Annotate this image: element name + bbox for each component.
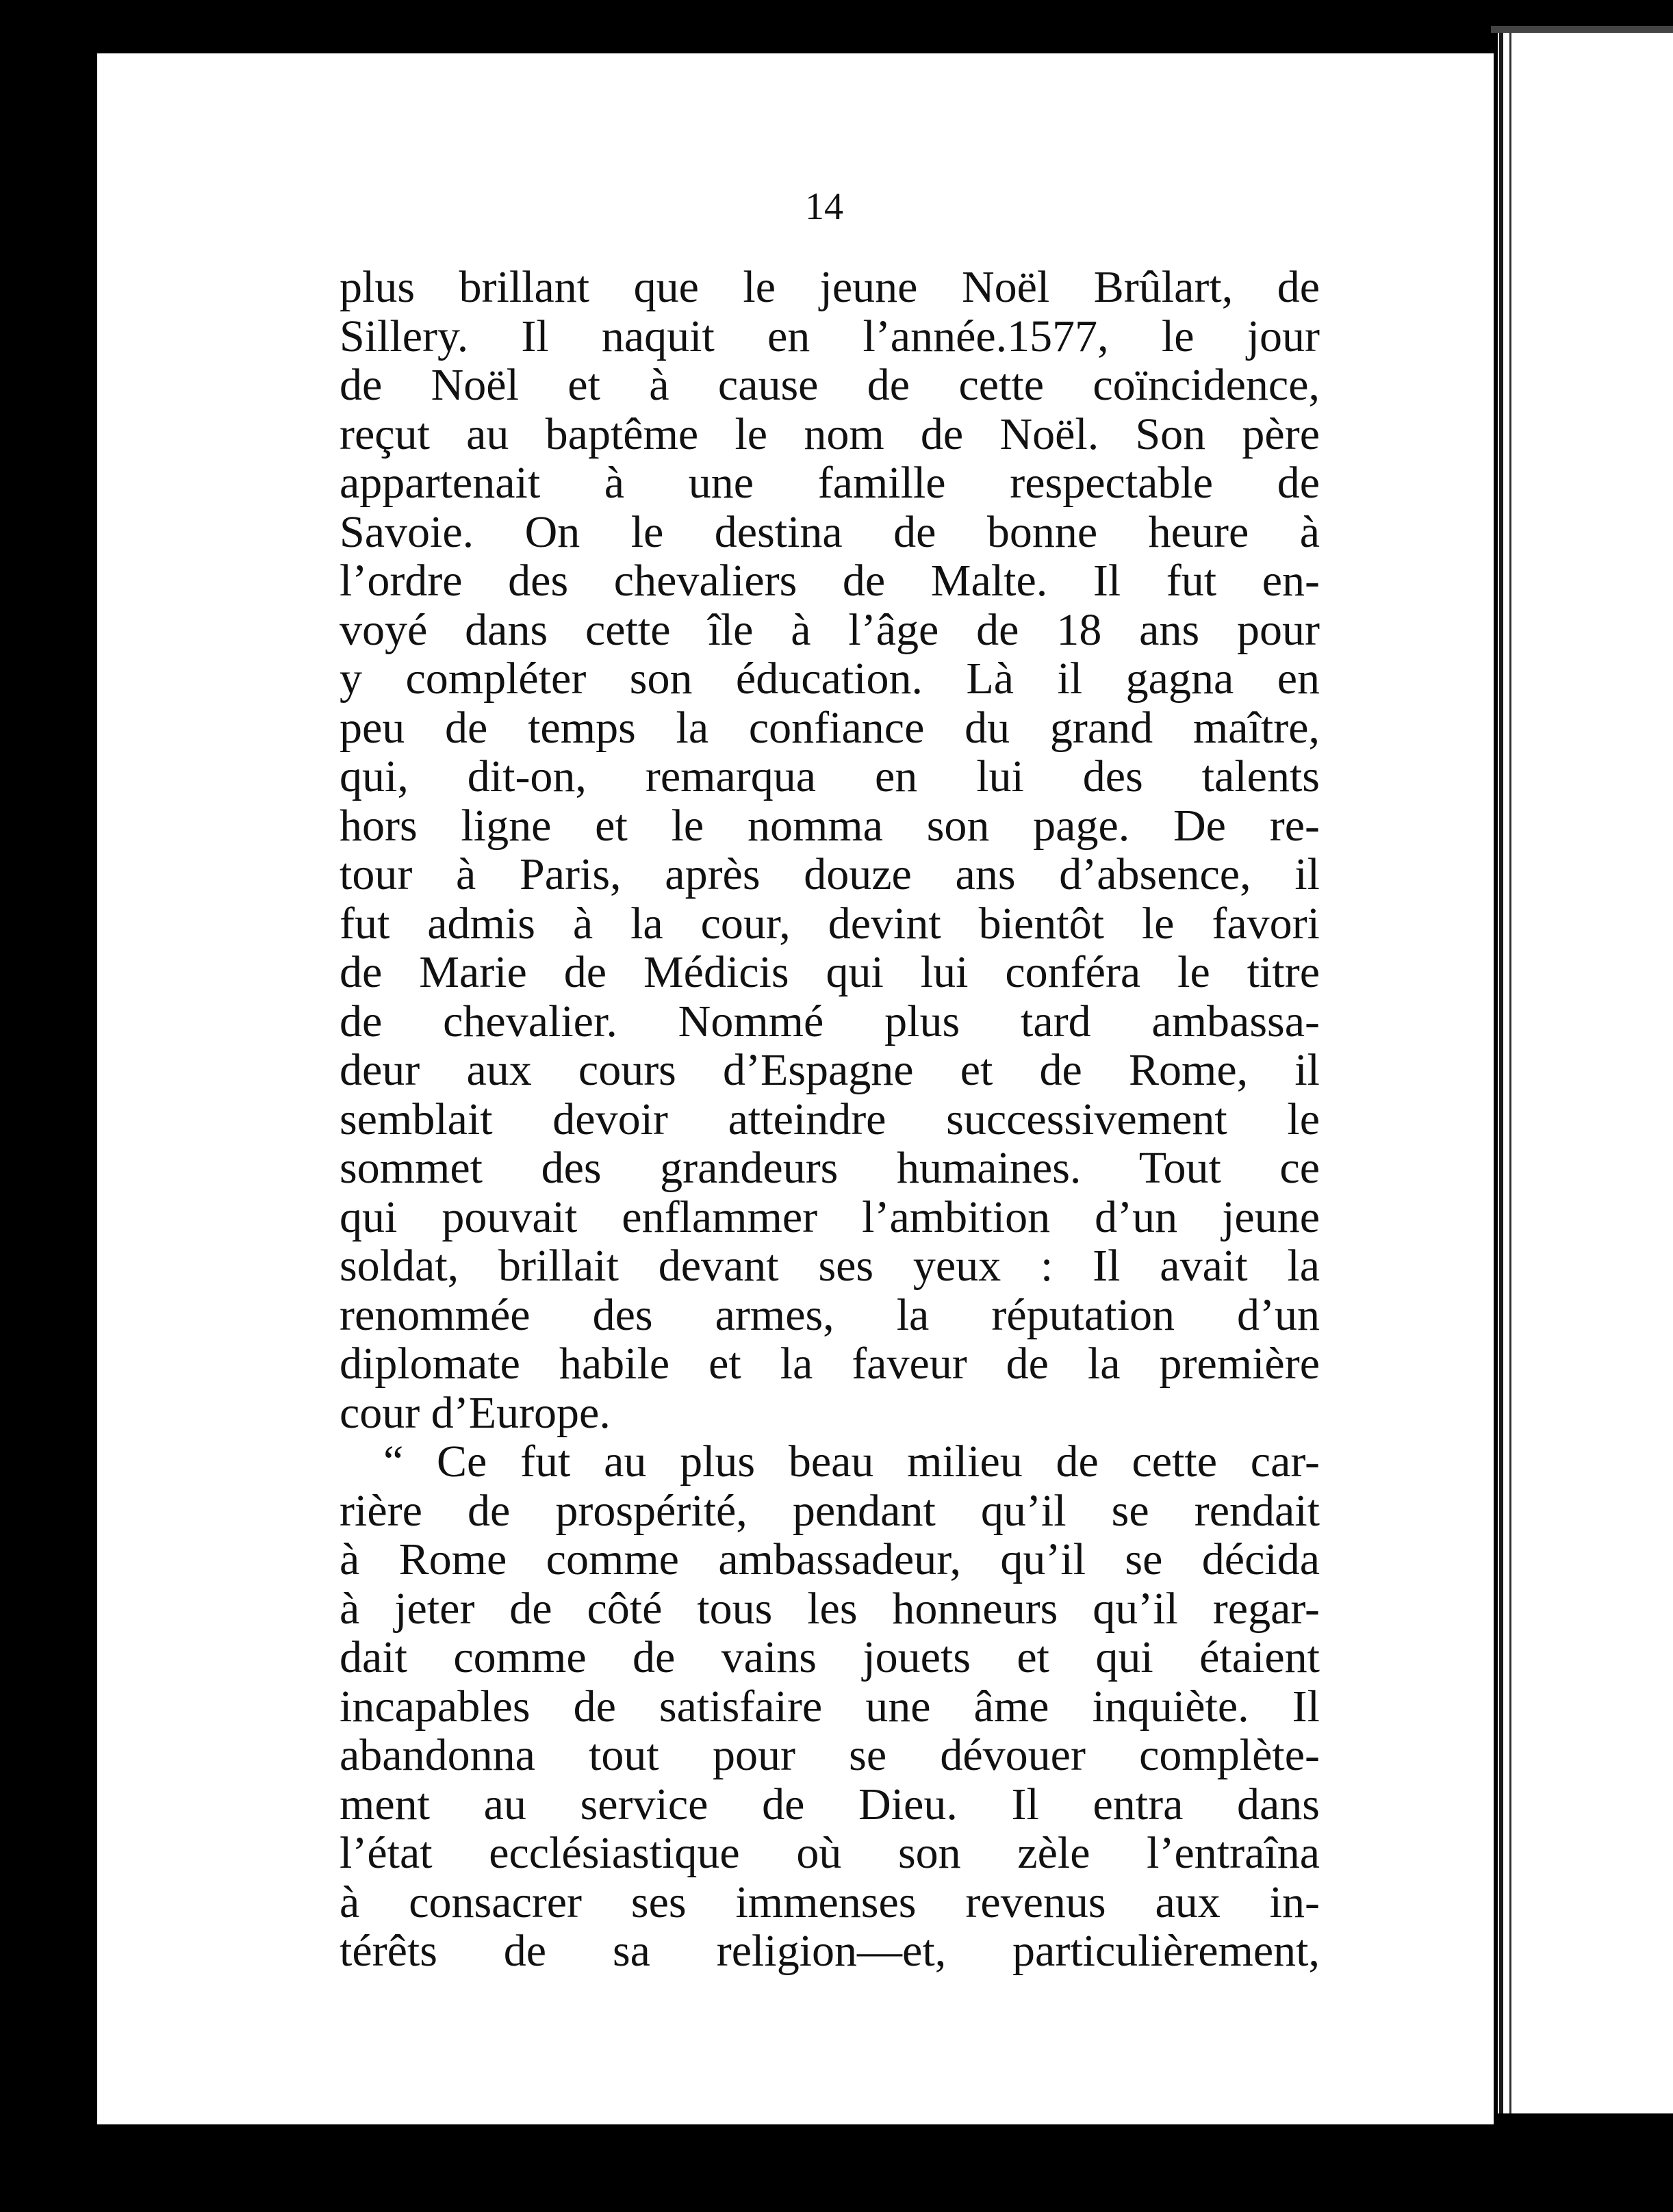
- text-line: qui pouvait enflammer l’ambition d’un jeune: [340, 1192, 1320, 1242]
- text-line: soldat, brillait devant ses yeux : Il avait la: [340, 1241, 1320, 1291]
- body-text: [340, 263, 1320, 1976]
- page-gutter-line: [1499, 33, 1503, 2113]
- text-line: semblait devoir atteindre successivement le: [340, 1094, 1320, 1144]
- text-line: à consacrer ses immenses revenus aux in-: [340, 1877, 1320, 1927]
- text-line: térêts de sa religion—et, particulièrement,: [340, 1926, 1320, 1976]
- text-line: sommet des grandeurs humaines. Tout ce: [340, 1143, 1320, 1193]
- text-line: de Marie de Médicis qui lui conféra le titre: [340, 947, 1320, 997]
- text-line: l’état ecclésiastique où son zèle l’entraîna: [340, 1828, 1320, 1878]
- text-line: hors ligne et le nomma son page. De re-: [340, 800, 1320, 851]
- text-line: ment au service de Dieu. Il entra dans: [340, 1779, 1320, 1829]
- text-line: l’ordre des chevaliers de Malte. Il fut en-: [340, 556, 1320, 606]
- text-line: reçut au baptême le nom de Noël. Son père: [340, 409, 1320, 459]
- text-line: deur aux cours d’Espagne et de Rome, il: [340, 1045, 1320, 1095]
- text-line: rière de prospérité, pendant qu’il se rendait: [340, 1485, 1320, 1536]
- text-line: fut admis à la cour, devint bientôt le favori: [340, 898, 1320, 949]
- text-line: y compléter son éducation. Là il gagna en: [340, 654, 1320, 704]
- page-gutter-line-inner: [1509, 33, 1511, 2113]
- page-edge-shadow: [1491, 26, 1673, 33]
- text-line: tour à Paris, après douze ans d’absence, il: [340, 849, 1320, 899]
- text-line: Sillery. Il naquit en l’année.1577, le jour: [340, 311, 1320, 361]
- text-line: peu de temps la confiance du grand maître,: [340, 702, 1320, 753]
- text-line: voyé dans cette île à l’âge de 18 ans pour: [340, 604, 1320, 655]
- text-line: plus brillant que le jeune Noël Brûlart, de: [340, 262, 1320, 312]
- adjacent-page-edge: [1498, 33, 1673, 2113]
- text-line: appartenait à une famille respectable de: [340, 458, 1320, 508]
- text-line: incapables de satisfaire une âme inquiète. Il: [340, 1681, 1320, 1732]
- text-line: dait comme de vains jouets et qui étaient: [340, 1632, 1320, 1682]
- text-line-paragraph-end: cour d’Europe.: [340, 1387, 611, 1438]
- text-line: abandonna tout pour se dévouer complète-: [340, 1730, 1320, 1780]
- text-line-paragraph-start: “ Ce fut au plus beau milieu de cette car-: [383, 1437, 1320, 1487]
- text-line: diplomate habile et la faveur de la première: [340, 1339, 1320, 1389]
- text-line: à jeter de côté tous les honneurs qu’il regar-: [340, 1583, 1320, 1634]
- page-number: 14: [805, 185, 843, 228]
- text-line: à Rome comme ambassadeur, qu’il se décida: [340, 1534, 1320, 1584]
- text-line: de chevalier. Nommé plus tard ambassa-: [340, 996, 1320, 1046]
- text-line: qui, dit-on, remarqua en lui des talents: [340, 751, 1320, 801]
- text-line: Savoie. On le destina de bonne heure à: [340, 506, 1320, 557]
- text-line: de Noël et à cause de cette coïncidence,: [340, 360, 1320, 410]
- text-line: renommée des armes, la réputation d’un: [340, 1289, 1320, 1340]
